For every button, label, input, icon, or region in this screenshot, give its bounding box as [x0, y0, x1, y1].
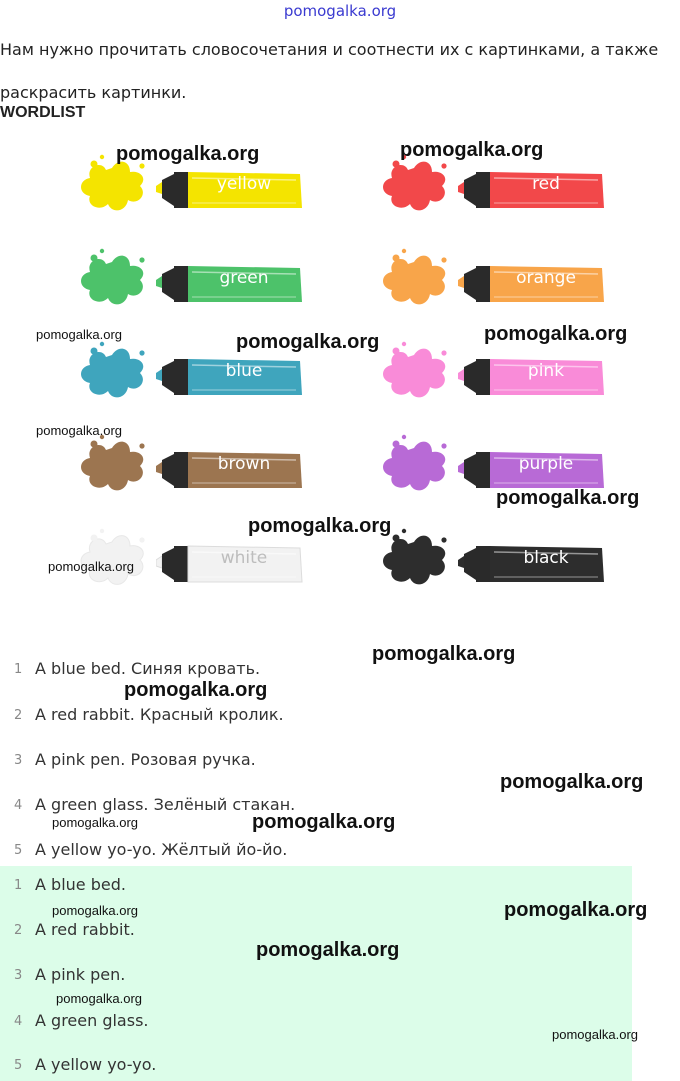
- watermark: pomogalka.org: [500, 771, 644, 793]
- color-label: red: [532, 174, 560, 194]
- watermark: pomogalka.org: [36, 423, 122, 438]
- watermark: pomogalka.org: [552, 1027, 638, 1042]
- watermark: pomogalka.org: [496, 487, 640, 509]
- color-label: brown: [217, 454, 271, 474]
- color-item-orange: [374, 244, 674, 314]
- list-item: [0, 702, 620, 730]
- intro-text: Нам нужно прочитать словосочетания и соотнести их с картинками, а также раскрасить картинки.: [0, 40, 659, 102]
- paint-splat-icon: [374, 337, 454, 407]
- list-number: 5: [14, 843, 23, 858]
- list-text: A blue bed.: [35, 875, 126, 894]
- color-label: white: [220, 548, 268, 568]
- watermark: pomogalka.org: [504, 899, 648, 921]
- list-number: 1: [14, 878, 23, 893]
- list-number: 3: [14, 753, 23, 768]
- list-text: A blue bed. Синяя кровать.: [35, 659, 261, 678]
- list-number: 1: [14, 662, 23, 677]
- watermark: pomogalka.org: [400, 139, 544, 161]
- color-label: yellow: [216, 174, 272, 194]
- watermark: pomogalka.org: [248, 515, 392, 537]
- watermark: pomogalka.org: [256, 939, 400, 961]
- list-text: A green glass.: [35, 1011, 149, 1030]
- watermark: pomogalka.org: [48, 559, 134, 574]
- top-watermark: pomogalka.org: [283, 2, 397, 20]
- watermark: pomogalka.org: [56, 991, 142, 1006]
- paint-splat-icon: [72, 337, 152, 407]
- list-number: 4: [14, 1014, 23, 1029]
- color-item-black: [374, 524, 674, 594]
- color-label: orange: [516, 268, 576, 288]
- list-text: A pink pen. Розовая ручка.: [35, 750, 256, 769]
- watermark: pomogalka.org: [52, 903, 138, 918]
- list-number: 5: [14, 1058, 23, 1073]
- color-item-green: [72, 244, 372, 314]
- watermark: pomogalka.org: [252, 811, 396, 833]
- paint-splat-icon: [374, 244, 454, 314]
- paint-splat-icon: [72, 244, 152, 314]
- watermark: pomogalka.org: [52, 815, 138, 830]
- list-number: 4: [14, 798, 23, 813]
- list-text: A pink pen.: [35, 965, 126, 984]
- list-item: [0, 837, 620, 865]
- list-number: 3: [14, 968, 23, 983]
- color-label: green: [219, 268, 269, 288]
- color-label: blue: [225, 361, 263, 381]
- paint-splat-icon: [374, 430, 454, 500]
- answer-item: [0, 1052, 620, 1080]
- list-item: [0, 656, 620, 684]
- watermark: pomogalka.org: [116, 143, 260, 165]
- color-item-pink: [374, 337, 674, 407]
- answer-item: [0, 1008, 620, 1036]
- answer-item: [0, 962, 620, 990]
- list-text: A red rabbit.: [35, 920, 135, 939]
- answer-item: [0, 872, 620, 900]
- list-text: A yellow yo-yo.: [35, 1055, 157, 1074]
- list-text: A red rabbit. Красный кролик.: [35, 705, 284, 724]
- list-text: A green glass. Зелёный стакан.: [35, 795, 296, 814]
- color-label: purple: [518, 454, 574, 474]
- watermark: pomogalka.org: [236, 331, 380, 353]
- list-number: 2: [14, 708, 23, 723]
- watermark: pomogalka.org: [124, 679, 268, 701]
- wordlist-title: WORDLIST: [0, 104, 86, 121]
- color-label: pink: [527, 361, 565, 381]
- color-item-brown: [72, 430, 372, 500]
- color-label: black: [523, 548, 569, 568]
- list-number: 2: [14, 923, 23, 938]
- paint-splat-icon: [72, 430, 152, 500]
- watermark: pomogalka.org: [372, 643, 516, 665]
- watermark: pomogalka.org: [36, 327, 122, 342]
- list-text: A yellow yo-yo. Жёлтый йо-йо.: [35, 840, 288, 859]
- watermark: pomogalka.org: [484, 323, 628, 345]
